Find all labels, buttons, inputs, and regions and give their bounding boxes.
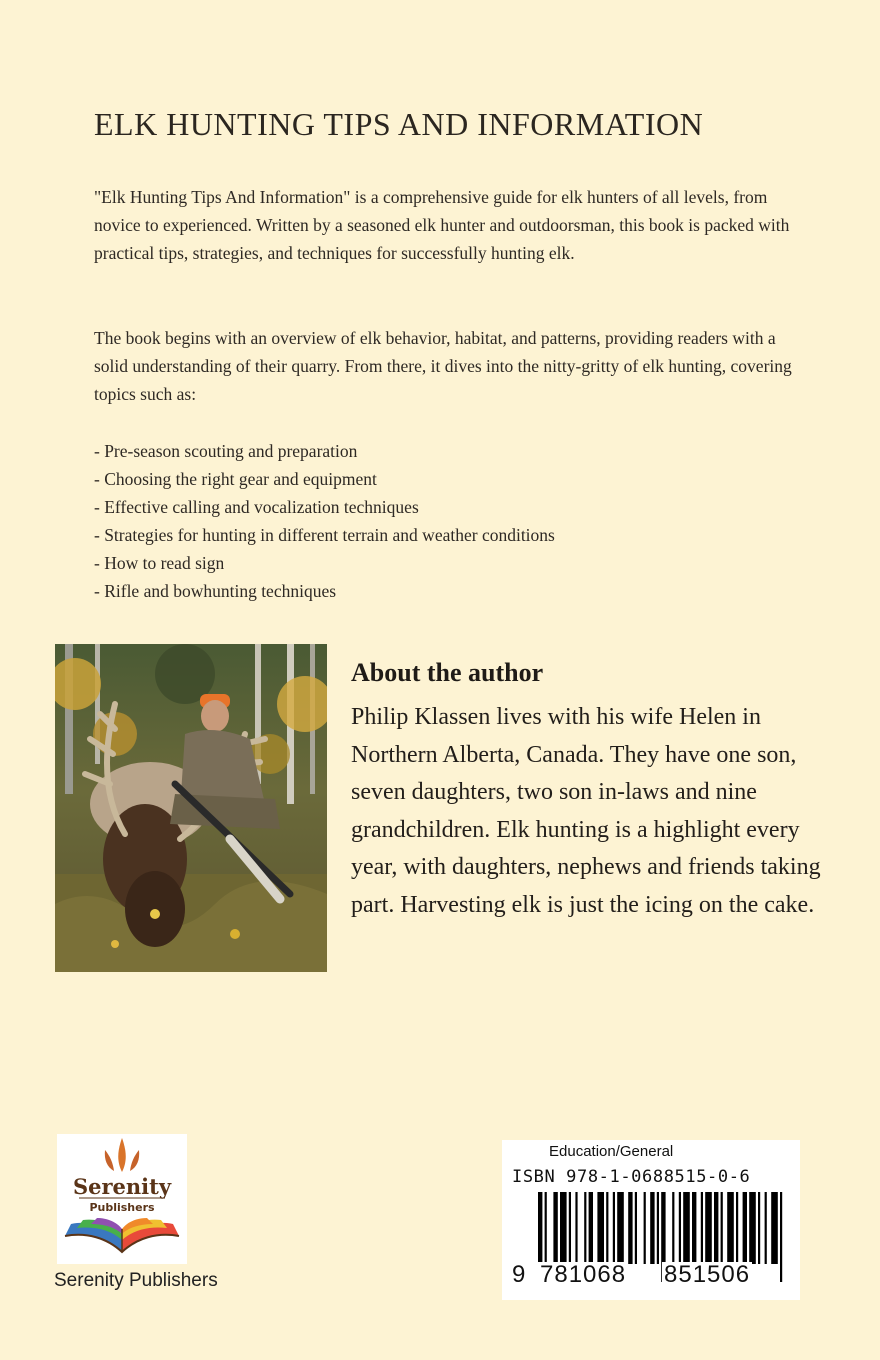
- topic-item: - Rifle and bowhunting techniques: [94, 581, 337, 601]
- barcode-bar: [575, 1192, 577, 1264]
- topics-list: [94, 437, 555, 605]
- author-photo: [55, 644, 327, 972]
- barcode-bar: [683, 1192, 690, 1264]
- barcode-bar: [635, 1192, 637, 1264]
- barcode-bar: [560, 1192, 567, 1264]
- barcode-lead-digit: 9: [512, 1261, 526, 1288]
- barcode-bar: [780, 1192, 782, 1282]
- barcode-bar: [765, 1192, 767, 1264]
- barcode-bar: [657, 1192, 659, 1264]
- book-category: Education/General: [549, 1143, 674, 1160]
- description-paragraph-2: The book begins with an overview of elk behavior, habitat, and patterns, providing readers with a solid understanding of their quarry. From there, it dives into the nitty-gritty of elk hunting, covering topics such as:: [94, 328, 792, 404]
- description-paragraph-1: "Elk Hunting Tips And Information" is a comprehensive guide for elk hunters of all levels, from novice to experienced. Written by a seasoned elk hunter and outdoorsman, this book is packed with practical tips, strategies, and techniques for successfully hunting elk.: [94, 187, 790, 263]
- topic-item: - Strategies for hunting in different terrain and weather conditions: [94, 525, 555, 545]
- barcode-bar: [743, 1192, 747, 1264]
- topic-item: - Choosing the right gear and equipment: [94, 469, 377, 489]
- barcode-bar: [705, 1192, 712, 1264]
- book-flame-icon: [57, 1134, 187, 1264]
- barcode-bar: [736, 1192, 738, 1264]
- isbn-barcode: [502, 1140, 800, 1300]
- isbn-number: ISBN 978-1-0688515-0-6: [512, 1167, 751, 1187]
- barcode-bar: [714, 1192, 718, 1264]
- barcode-bar: [727, 1192, 734, 1264]
- barcode-bar: [628, 1192, 632, 1264]
- barcode-bar: [771, 1192, 778, 1264]
- barcode-bar: [584, 1192, 586, 1264]
- about-author-bio: Philip Klassen lives with his wife Helen in Northern Alberta, Canada. They have one son, seven daughters, two son in-laws and nine grandchildren. Elk hunting is a highlight every year, with daughters, nephews and friends taking part. Harvesting elk is just the icing on the cake.: [351, 704, 821, 918]
- barcode-bar: [644, 1192, 646, 1264]
- barcode-digits-right: 851506: [664, 1261, 751, 1288]
- author-photo-illustration: [55, 644, 327, 972]
- logo-subtitle: Publishers: [89, 1201, 155, 1214]
- barcode-bar: [569, 1192, 571, 1264]
- barcode-bar: [589, 1192, 593, 1264]
- barcode-bar: [613, 1192, 615, 1264]
- barcode-bar: [672, 1192, 674, 1264]
- topic-item: - Effective calling and vocalization techniques: [94, 497, 419, 517]
- logo-wordmark: Serenity: [72, 1174, 172, 1199]
- barcode-bar: [701, 1192, 703, 1264]
- barcode-bar: [650, 1192, 654, 1264]
- barcode-bar: [679, 1192, 681, 1264]
- publisher-name: Serenity Publishers: [54, 1270, 218, 1291]
- barcode-bar: [617, 1192, 624, 1264]
- topic-item: - Pre-season scouting and preparation: [94, 441, 358, 461]
- barcode-bar: [597, 1192, 604, 1264]
- barcode-bar: [553, 1192, 557, 1264]
- barcode-bar: [606, 1192, 608, 1264]
- barcode-digits-left: 781068: [540, 1261, 627, 1288]
- barcode-bar: [749, 1192, 756, 1264]
- topic-item: - How to read sign: [94, 553, 225, 573]
- about-author-heading: About the author: [351, 658, 544, 687]
- barcode-bar: [692, 1192, 696, 1264]
- barcode-bar: [758, 1192, 760, 1264]
- barcode-bar: [721, 1192, 723, 1264]
- publisher-logo: [57, 1134, 187, 1264]
- book-title: ELK HUNTING TIPS AND INFORMATION: [94, 106, 704, 142]
